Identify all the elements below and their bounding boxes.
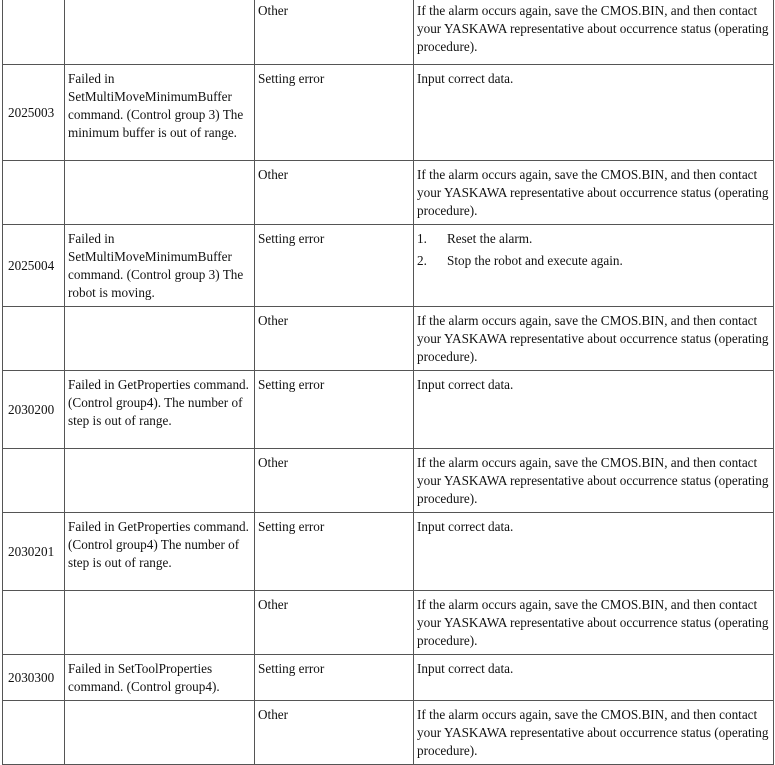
alarm-code [3, 307, 65, 371]
list-item [417, 230, 769, 248]
step-text: Stop the robot and execute again. [447, 253, 623, 268]
table-row [3, 65, 774, 161]
alarm-description [65, 161, 255, 225]
alarm-code [3, 591, 65, 655]
table-row [3, 371, 774, 449]
alarm-cause: Setting error [255, 513, 414, 591]
step-number: 2. [417, 253, 427, 268]
alarm-description [65, 591, 255, 655]
alarm-description [65, 307, 255, 371]
alarm-cause: Other [255, 591, 414, 655]
alarm-cause: Other [255, 307, 414, 371]
list-item [417, 252, 769, 270]
alarm-code: 2030200 [3, 371, 65, 449]
alarm-remedy: If the alarm occurs again, save the CMOS.BIN, and then contact your YASKAWA representative about occurrence status (operating procedure). [414, 0, 774, 65]
table-row [3, 225, 774, 307]
step-text: Reset the alarm. [447, 231, 533, 246]
table-row [3, 449, 774, 513]
remedy-steps [417, 230, 769, 270]
table-row [3, 513, 774, 591]
alarm-cause: Setting error [255, 371, 414, 449]
alarm-remedy: Input correct data. [414, 655, 774, 701]
alarm-remedy: If the alarm occurs again, save the CMOS.BIN, and then contact your YASKAWA representative about occurrence status (operating procedure). [414, 307, 774, 371]
table-row [3, 655, 774, 701]
alarm-code [3, 0, 65, 65]
alarm-description [65, 701, 255, 765]
alarm-description [65, 449, 255, 513]
table-row [3, 161, 774, 225]
alarm-description: Failed in GetProperties command. (Control group4). The number of step is out of range. [65, 371, 255, 449]
alarm-cause: Other [255, 701, 414, 765]
table-row [3, 701, 774, 765]
alarm-description: Failed in SetToolProperties command. (Control group4). [65, 655, 255, 701]
alarm-code: 2030300 [3, 655, 65, 701]
alarm-remedy: Input correct data. [414, 513, 774, 591]
table-row [3, 0, 774, 65]
alarm-remedy [414, 225, 774, 307]
alarm-code: 2025003 [3, 65, 65, 161]
alarm-cause: Setting error [255, 225, 414, 307]
alarm-code [3, 449, 65, 513]
step-number: 1. [417, 231, 427, 246]
alarm-remedy: Input correct data. [414, 371, 774, 449]
alarm-description: Failed in SetMultiMoveMinimumBuffer command. (Control group 3) The minimum buffer is out of range. [65, 65, 255, 161]
alarm-cause: Setting error [255, 655, 414, 701]
alarm-description: Failed in GetProperties command. (Control group4) The number of step is out of range. [65, 513, 255, 591]
alarm-cause: Other [255, 161, 414, 225]
alarm-remedy: If the alarm occurs again, save the CMOS.BIN, and then contact your YASKAWA representative about occurrence status (operating procedure). [414, 591, 774, 655]
alarm-code [3, 161, 65, 225]
alarm-remedy: If the alarm occurs again, save the CMOS.BIN, and then contact your YASKAWA representative about occurrence status (operating procedure). [414, 161, 774, 225]
alarm-remedy: If the alarm occurs again, save the CMOS.BIN, and then contact your YASKAWA representative about occurrence status (operating procedure). [414, 701, 774, 765]
alarm-code: 2025004 [3, 225, 65, 307]
alarm-description [65, 0, 255, 65]
alarm-cause: Other [255, 0, 414, 65]
alarm-cause: Other [255, 449, 414, 513]
alarm-cause: Setting error [255, 65, 414, 161]
alarm-code [3, 701, 65, 765]
table-row [3, 307, 774, 371]
alarm-description: Failed in SetMultiMoveMinimumBuffer command. (Control group 3) The robot is moving. [65, 225, 255, 307]
table-row [3, 591, 774, 655]
alarm-remedy: If the alarm occurs again, save the CMOS.BIN, and then contact your YASKAWA representative about occurrence status (operating procedure). [414, 449, 774, 513]
alarm-table [2, 0, 774, 765]
alarm-code: 2030201 [3, 513, 65, 591]
alarm-remedy: Input correct data. [414, 65, 774, 161]
